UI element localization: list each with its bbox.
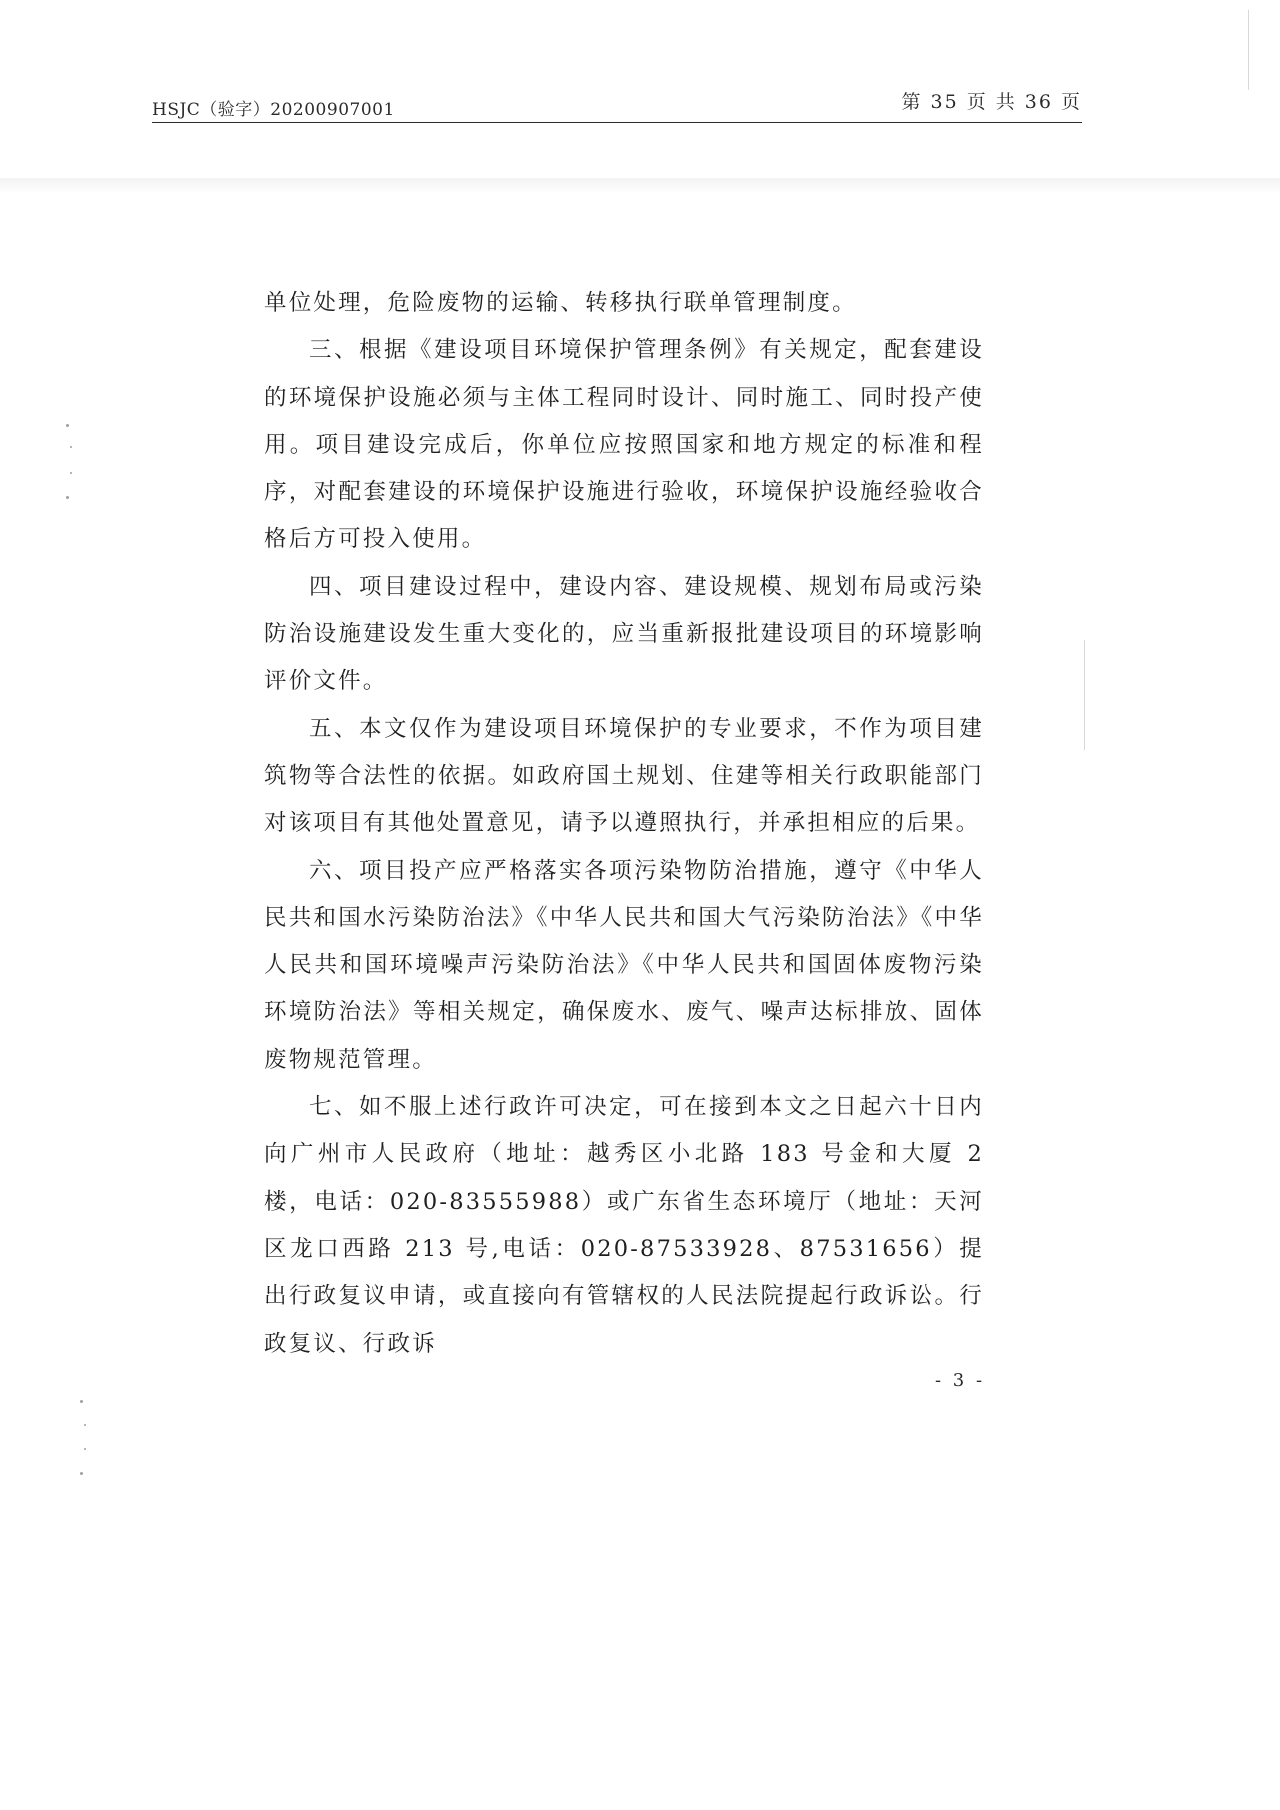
paragraph-item-6: 六、项目投产应严格落实各项污染物防治措施，遵守《中华人民共和国水污染防治法》《中华人民共和国大气污染防治法》《中华人民共和国环境噪声污染防治法》《中华人民共和国固体废物污染环境防治法》等相关规定，确保废水、废气、噪声达标排放、固体废物规范管理。 [264, 857, 984, 1073]
scan-speck [70, 446, 72, 448]
document-code: HSJC（验字）20200907001 [152, 100, 395, 120]
page-number: - 3 - [935, 1370, 986, 1391]
paragraph-item-4: 四、项目建设过程中，建设内容、建设规模、规划布局或污染防治设施建设发生重大变化的，应当重新报批建设项目的环境影响评价文件。 [264, 573, 984, 695]
page-count: 第 35 页 共 36 页 [901, 91, 1082, 113]
scan-speck [84, 1424, 86, 1426]
scan-edge-line [1248, 10, 1249, 90]
paragraph-continued: 单位处理，危险废物的运输、转移执行联单管理制度。 [264, 290, 857, 316]
scan-speck [80, 1472, 83, 1475]
scan-speck [80, 1400, 83, 1403]
page-header [152, 88, 1082, 123]
page-fold-shadow [0, 178, 1280, 194]
paragraph-item-3: 三、根据《建设项目环境保护管理条例》有关规定，配套建设的环境保护设施必须与主体工程同时设计、同时施工、同时投产使用。项目建设完成后，你单位应按照国家和地方规定的标准和程序，对配套建设的环境保护设施进行验收，环境保护设施经验收合格后方可投入使用。 [264, 337, 984, 553]
scan-edge-line [1084, 640, 1085, 750]
document-body [264, 280, 984, 1368]
scan-speck [84, 1448, 86, 1450]
scan-speck [66, 496, 69, 499]
paragraph-item-5: 五、本文仅作为建设项目环境保护的专业要求，不作为项目建筑物等合法性的依据。如政府国土规划、住建等相关行政职能部门对该项目有其他处置意见，请予以遵照执行，并承担相应的后果。 [264, 715, 984, 837]
paragraph-item-7: 七、如不服上述行政许可决定，可在接到本文之日起六十日内向广州市人民政府（地址：越秀区小北路 183 号金和大厦 2 楼，电话：020-83555988）或广东省生态环境厅（地址：天河区龙口西路 213 号,电话：020-87533928、87531656）提出行政复议申请，或直接向有管辖权的人民法院提起行政诉讼。行政复议、行政诉 [264, 1094, 984, 1357]
scan-speck [70, 472, 72, 474]
scan-speck [66, 424, 69, 427]
